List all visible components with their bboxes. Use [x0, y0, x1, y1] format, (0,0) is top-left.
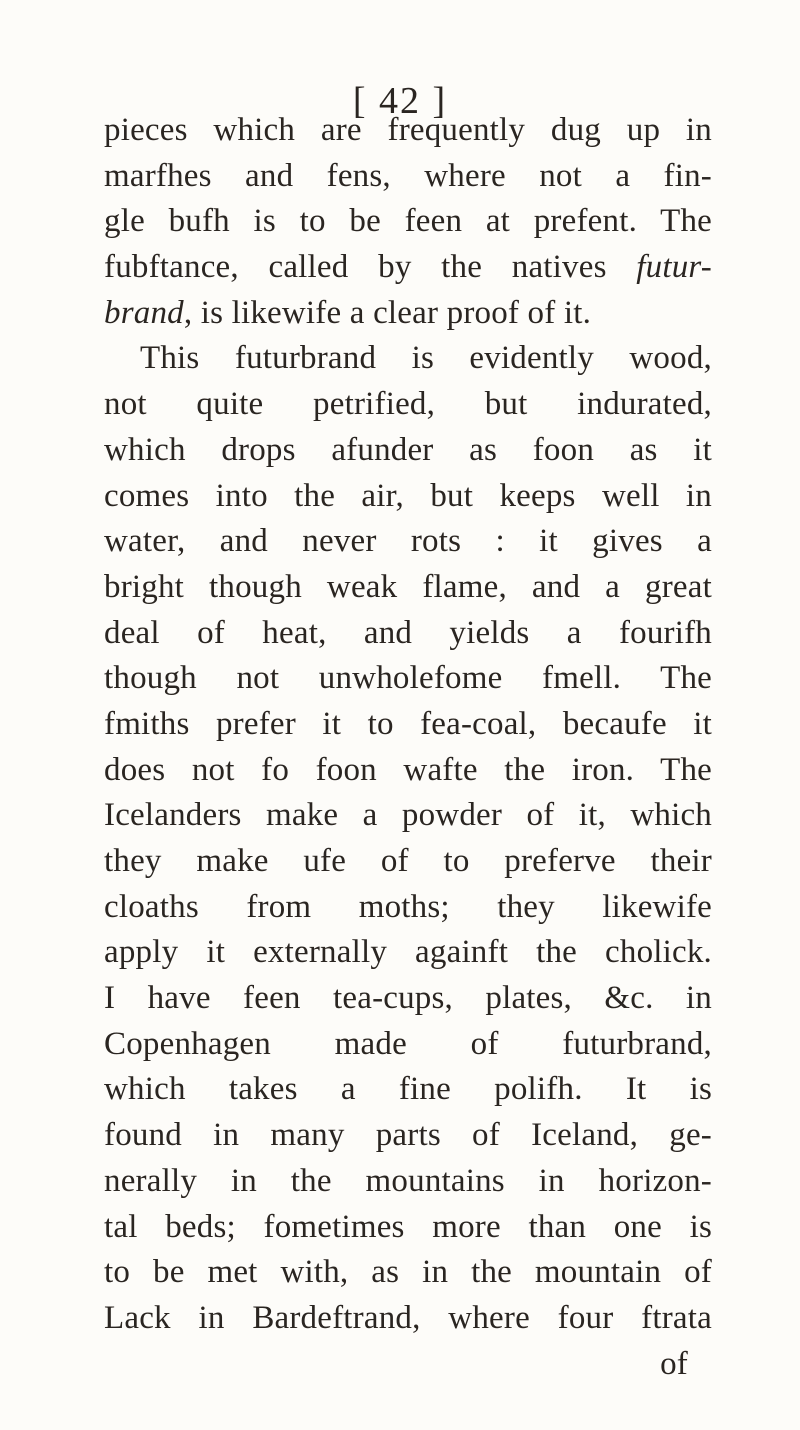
text-segment: nerally in the mountains in horizon- — [104, 1162, 712, 1199]
text-segment: to be met with, as in the mountain of — [104, 1254, 712, 1291]
text-line-4 — [104, 245, 712, 291]
text-line-16 — [104, 793, 712, 839]
text-segment: I have feen tea-cups, plates, &c. in — [104, 980, 712, 1017]
text-segment: which takes a fine polifh. It is — [104, 1071, 712, 1108]
text-segment: they make ufe of to preferve their — [104, 843, 712, 879]
text-line-10 — [104, 519, 712, 565]
text-line-27 — [104, 1296, 712, 1342]
text-segment: marfhes and fens, where not a fin- — [104, 157, 712, 194]
text-line-2 — [104, 154, 712, 200]
text-line-13 — [104, 656, 712, 702]
text-line-24 — [104, 1159, 712, 1205]
text-line-11 — [104, 565, 712, 611]
text-line-22 — [104, 1067, 712, 1113]
text-line-7 — [104, 382, 712, 428]
text-line-21 — [104, 1022, 712, 1068]
text-line-23 — [104, 1113, 712, 1159]
body-text — [104, 108, 712, 1387]
italic-text-segment: futur- — [636, 249, 712, 286]
text-segment: fubftance, called by the natives — [104, 249, 637, 286]
text-segment: gle bufh is to be feen at prefent. The — [104, 203, 712, 240]
text-segment: apply it externally againft the cholick. — [104, 934, 712, 971]
italic-text-segment: brand — [104, 294, 184, 331]
text-line-18 — [104, 885, 712, 931]
text-segment: This futurbrand is evidently wood, — [140, 340, 712, 377]
text-segment: which drops afunder as foon as it — [104, 431, 712, 468]
text-segment: fmiths prefer it to fea-coal, becaufe it — [104, 705, 712, 742]
text-line-1 — [104, 108, 712, 154]
text-line-6 — [104, 336, 712, 382]
text-segment: not quite petrified, but indurated, — [104, 386, 712, 423]
text-segment: bright though weak flame, and a great — [104, 568, 712, 605]
text-segment: Icelanders make a powder of it, which — [104, 797, 712, 834]
text-segment: deal of heat, and yields a fourifh — [104, 614, 712, 651]
text-segment: Lack in Bardeftrand, where four ftrata — [104, 1299, 712, 1336]
text-line-5 — [104, 291, 712, 337]
text-segment: does not fo foon wafte the iron. The — [104, 751, 712, 788]
text-line-26 — [104, 1250, 712, 1296]
text-line-14 — [104, 702, 712, 748]
text-segment: comes into the air, but keeps well in — [104, 477, 712, 514]
text-line-9 — [104, 474, 712, 520]
text-segment: Copenhagen made of futurbrand, — [104, 1025, 712, 1062]
text-segment: pieces which are frequently dug up in — [104, 112, 712, 148]
text-line-20 — [104, 976, 712, 1022]
text-segment: , is likewife a clear proof of it. — [183, 294, 592, 331]
text-line-17 — [104, 839, 712, 885]
text-line-8 — [104, 428, 712, 474]
text-line-15 — [104, 748, 712, 794]
text-segment: cloaths from moths; they likewife — [104, 888, 712, 925]
text-line-19 — [104, 930, 712, 976]
page-number-header: [ 42 ] — [352, 80, 448, 122]
text-segment: found in many parts of Iceland, ge- — [104, 1117, 712, 1154]
text-segment: water, and never rots : it gives a — [104, 523, 712, 560]
catchword: of — [660, 1345, 688, 1382]
text-segment: though not unwholefome fmell. The — [104, 660, 712, 697]
text-line-12 — [104, 611, 712, 657]
text-line-25 — [104, 1205, 712, 1251]
text-line-3 — [104, 199, 712, 245]
text-segment: tal beds; fometimes more than one is — [104, 1208, 712, 1245]
